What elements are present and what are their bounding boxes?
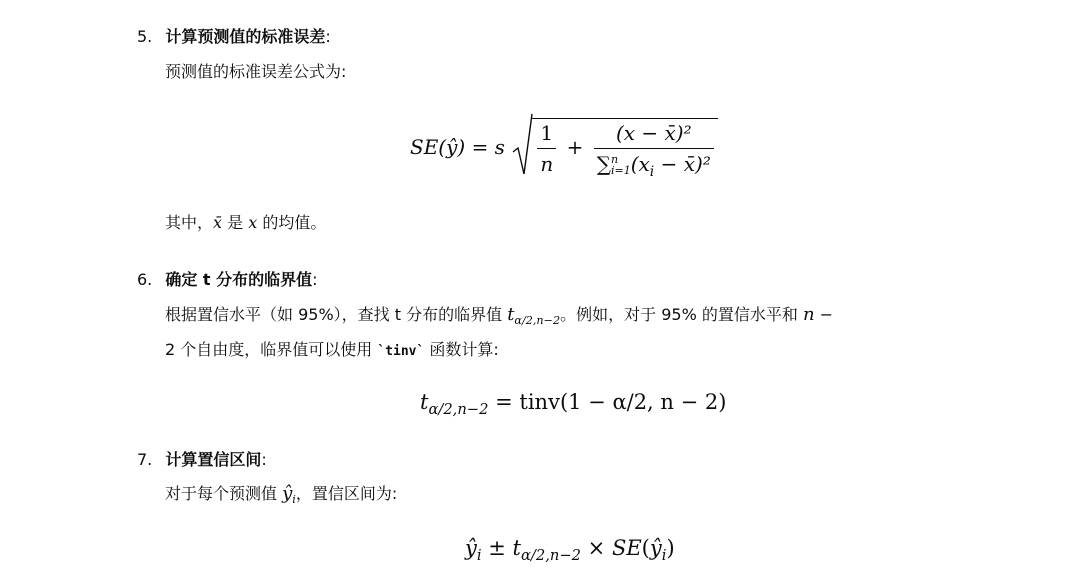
list-number: 7. [137,450,153,469]
t-critical-sub: α/2,n−2 [514,314,561,328]
line2-suffix: 函数计算: [424,340,499,359]
formula-rhs: = tinv(1 − α/2, n − 2) [488,390,727,414]
line1-prefix: 根据置信水平（如 95%），查找 t 分布的临界值 [165,305,508,324]
radicand [531,118,718,180]
se-formula [410,112,718,182]
formula-t: t [420,390,429,414]
ci-se-arg-sub: i [661,547,667,565]
intro-yhat-sub: i [292,493,296,507]
ci-t: t [512,536,521,560]
note-suffix: 的均值。 [257,213,327,232]
den-open: (x [630,151,650,176]
sqrt-block [511,112,718,182]
ci-pm: ± [481,536,513,560]
note-var-x: x [248,213,258,232]
section-5-intro: 预测值的标准误差公式为: [165,62,347,81]
note-var-xbar: x̄ [213,213,223,232]
heading-colon: : [325,27,331,46]
ci-yhat-sub: i [476,547,482,565]
ci-se: SE [611,536,642,560]
line2-prefix: 2 个自由度，临界值可以使用 [165,340,378,359]
ci-se-close: ) [666,536,675,560]
note-prefix: 其中， [165,213,214,232]
ci-formula [465,536,675,565]
section-5-note [165,213,326,233]
minus-sign: − [814,305,834,324]
fraction-1-over-n [537,121,556,176]
intro-suffix: ，置信区间为: [295,484,398,503]
t-critical: t [507,304,515,325]
section-7-intro [165,483,398,507]
sum-upper: n [610,153,619,167]
formula-t-sub: α/2,n−2 [428,401,489,419]
section-6-line-2 [165,340,499,362]
section-7-heading [137,450,267,470]
heading-colon: : [261,450,267,469]
section-6-line-1 [165,304,834,328]
frac1-numerator: 1 [537,121,556,149]
list-number: 6. [137,270,153,289]
list-number: 5. [137,27,153,46]
tinv-code: `tinv` [377,344,425,359]
heading-text: 计算置信区间 [165,450,262,469]
ci-se-arg: ŷ [649,536,662,560]
heading-text: 计算预测值的标准误差 [165,27,326,46]
radical-sign [511,112,533,182]
intro-prefix: 对于每个预测值 [165,484,283,503]
ci-yhat: ŷ [465,536,477,560]
section-6-heading [137,270,318,290]
sum-symbol: ∑ [596,151,611,176]
frac2-numerator: (x − x̄)² [594,121,714,149]
ci-times: × [580,536,612,560]
den-tail: − x̄)² [654,151,711,176]
plus-sign: + [566,135,584,159]
den-sub: i [649,163,655,180]
ci-t-sub: α/2,n−2 [520,547,581,565]
heading-colon: : [312,270,318,289]
note-mid: 是 [222,213,249,232]
line1-suffix: 。例如，对于 95% 的置信水平和 [560,305,803,324]
ci-se-open: ( [641,536,650,560]
sum-lower: i=1 [610,164,631,178]
fraction-deviation [594,120,714,180]
heading-text: 确定 t 分布的临界值 [165,270,313,289]
frac1-denominator: n [540,152,554,176]
intro-yhat: ŷ [282,483,293,504]
tinv-formula [420,390,727,419]
frac2-denominator [594,149,714,180]
section-5-heading [137,27,331,47]
se-lhs: SE(ŷ) = s [410,135,505,159]
var-n: n [802,304,815,325]
